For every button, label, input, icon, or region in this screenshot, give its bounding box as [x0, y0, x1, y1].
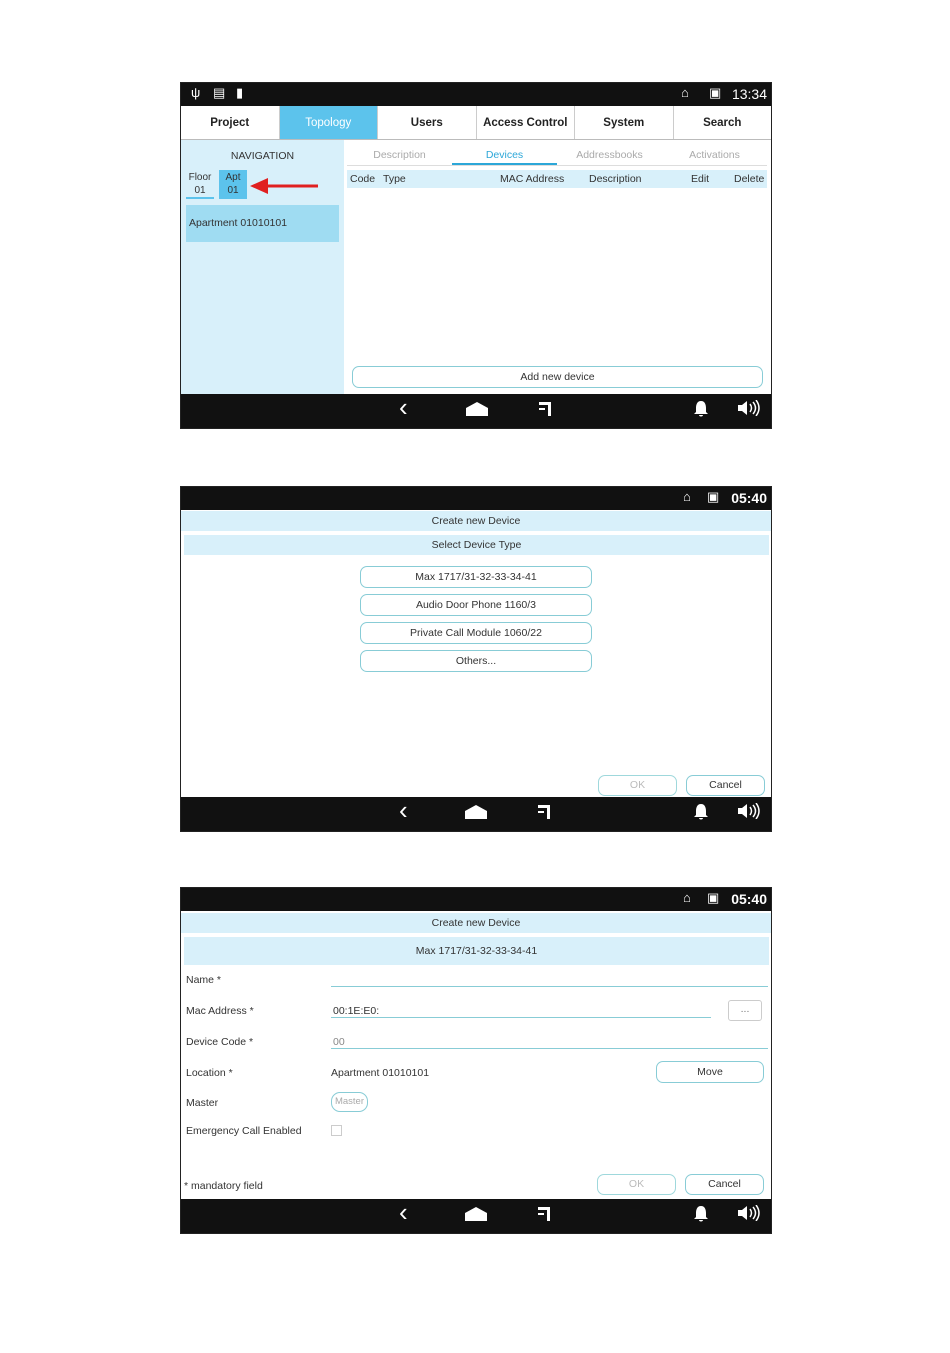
clock: 05:40 — [731, 490, 767, 506]
recent-apps-icon[interactable] — [537, 400, 553, 422]
location-label: Location * — [186, 1067, 233, 1079]
apartment-list-item[interactable]: Apartment 01010101 — [186, 205, 339, 242]
tab-system[interactable]: System — [575, 106, 674, 139]
cancel-button[interactable]: Cancel — [686, 775, 765, 796]
back-icon[interactable]: ‹ — [399, 795, 408, 825]
storage-icon: ▮ — [236, 85, 244, 100]
bell-icon[interactable] — [693, 803, 709, 827]
clock: 05:40 — [731, 891, 767, 907]
mac-more-button[interactable]: ... — [728, 1000, 762, 1021]
subtab-addressbooks[interactable]: Addressbooks — [576, 149, 643, 161]
ok-button[interactable]: OK — [598, 775, 677, 796]
sub-tabs — [347, 144, 767, 166]
home-icon: ⌂ — [681, 85, 689, 100]
add-device-button[interactable]: Add new device — [352, 366, 763, 388]
breadcrumb-floor-label: Floor — [188, 172, 212, 183]
master-toggle[interactable]: Master — [331, 1092, 368, 1112]
name-label: Name * — [186, 974, 222, 986]
clock: 13:34 — [731, 86, 767, 102]
devices-table-header — [347, 170, 767, 188]
bell-icon[interactable] — [693, 1205, 709, 1229]
volume-icon[interactable] — [737, 400, 763, 422]
device-code-field[interactable]: 00 — [333, 1036, 345, 1048]
name-field[interactable] — [331, 986, 768, 987]
recent-apps-icon[interactable] — [536, 1205, 552, 1227]
android-nav-bar — [181, 1199, 771, 1233]
status-bar — [181, 888, 771, 911]
volume-icon[interactable] — [737, 1205, 763, 1227]
location-value: Apartment 01010101 — [331, 1067, 430, 1079]
android-nav-bar — [181, 394, 771, 428]
emergency-call-checkbox[interactable] — [331, 1125, 342, 1136]
breadcrumb-floor[interactable] — [186, 170, 214, 199]
breadcrumb-apartment[interactable] — [219, 170, 247, 199]
recent-apps-icon[interactable] — [536, 803, 552, 825]
mac-address-field[interactable]: 00:1E:E0: — [333, 1005, 380, 1017]
bell-icon[interactable] — [693, 400, 709, 424]
breadcrumb-apt-number: 01 — [227, 185, 239, 196]
topology-screen — [180, 82, 772, 429]
tab-project[interactable]: Project — [181, 106, 280, 139]
device-code-underline — [331, 1048, 768, 1049]
dialog-subtitle: Select Device Type — [184, 535, 769, 555]
home-icon: ⌂ — [683, 489, 691, 504]
column-type: Type — [383, 173, 406, 185]
breadcrumb-apt-label: Apt — [225, 172, 241, 183]
back-icon[interactable]: ‹ — [399, 392, 408, 422]
device-type-max-button[interactable]: Max 1717/31-32-33-34-41 — [360, 566, 592, 588]
main-tabs — [181, 106, 771, 140]
device-details-screen — [180, 887, 772, 1234]
sd-card-icon: ▤ — [213, 85, 226, 100]
network-icon: ▣ — [707, 890, 720, 905]
column-delete: Delete — [734, 173, 765, 185]
ok-button[interactable]: OK — [597, 1174, 676, 1195]
status-bar — [181, 83, 771, 106]
tab-topology[interactable]: Topology — [280, 106, 379, 139]
column-description: Description — [589, 173, 642, 185]
device-code-label: Device Code * — [186, 1036, 254, 1048]
select-device-type-screen — [180, 486, 772, 832]
dialog-title: Create new Device — [181, 511, 771, 531]
home-nav-icon[interactable] — [466, 400, 488, 422]
home-icon: ⌂ — [683, 890, 691, 905]
device-model-title: Max 1717/31-32-33-34-41 — [184, 937, 769, 965]
volume-icon[interactable] — [737, 803, 763, 825]
network-icon: ▣ — [709, 85, 722, 100]
home-nav-icon[interactable] — [465, 803, 487, 825]
emergency-call-label: Emergency Call Enabled — [186, 1125, 302, 1137]
device-type-audio-door-phone-button[interactable]: Audio Door Phone 1160/3 — [360, 594, 592, 616]
move-button[interactable]: Move — [656, 1061, 764, 1083]
column-code: Code — [350, 173, 376, 185]
mandatory-note: * mandatory field — [184, 1180, 263, 1192]
device-type-others-button[interactable]: Others... — [360, 650, 592, 672]
usb-icon: ψ — [191, 85, 201, 100]
home-nav-icon[interactable] — [465, 1205, 487, 1227]
device-type-private-call-module-button[interactable]: Private Call Module 1060/22 — [360, 622, 592, 644]
column-mac-address: MAC Address — [500, 173, 565, 185]
subtab-activations[interactable]: Activations — [689, 149, 740, 161]
red-arrow-annotation — [250, 178, 320, 194]
master-label: Master — [186, 1097, 219, 1109]
cancel-button[interactable]: Cancel — [685, 1174, 764, 1195]
breadcrumb-floor-number: 01 — [194, 185, 206, 196]
tab-search[interactable]: Search — [703, 117, 742, 129]
status-bar — [181, 487, 771, 510]
subtab-description[interactable]: Description — [373, 149, 426, 161]
dialog-title: Create new Device — [181, 913, 771, 933]
subtab-devices[interactable]: Devices — [452, 144, 557, 165]
android-nav-bar — [181, 797, 771, 831]
tab-users[interactable]: Users — [378, 106, 477, 139]
network-icon: ▣ — [707, 489, 720, 504]
navigation-title: NAVIGATION — [230, 150, 295, 162]
tab-access-control[interactable]: Access Control — [477, 106, 576, 139]
mac-address-label: Mac Address * — [186, 1005, 254, 1017]
mac-address-underline — [331, 1017, 711, 1018]
back-icon[interactable]: ‹ — [399, 1197, 408, 1227]
column-edit: Edit — [691, 173, 710, 185]
